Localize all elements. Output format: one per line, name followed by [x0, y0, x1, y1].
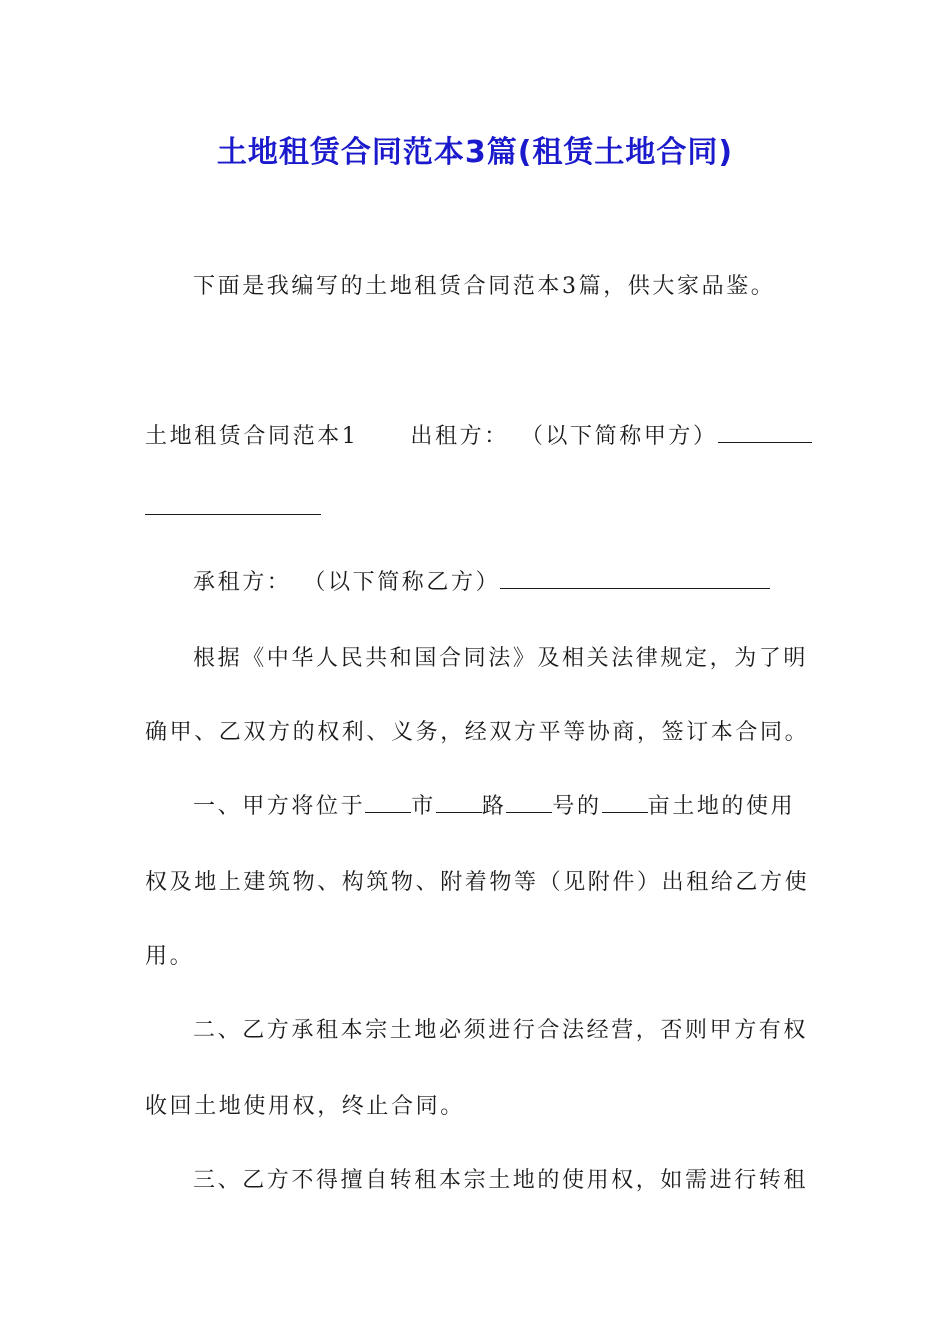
clause1-end: 亩土地的使用: [647, 794, 796, 819]
clause1-number: 号的: [552, 794, 602, 819]
clause1-city: 市: [411, 794, 436, 819]
road-blank: [436, 792, 482, 813]
clause1-road: 路: [481, 794, 507, 819]
contract1-heading: 土地租赁合同范本1: [145, 424, 359, 449]
clause1-line1: [193, 790, 853, 824]
lessee-line: [193, 566, 853, 600]
clause1-line3: 用。: [145, 944, 195, 969]
clause1-start: 一、甲方将位于: [193, 794, 366, 819]
document-title: 土地租赁合同范本3篇(租赁土地合同): [216, 135, 734, 170]
preamble-line1: 根据《中华人民共和国合同法》及相关法律规定，为了明: [193, 646, 809, 671]
number-blank: [506, 792, 552, 813]
clause1-line2: 权及地上建筑物、构筑物、附着物等（见附件）出租给乙方使: [145, 870, 810, 895]
clause2-line2: 收回土地使用权，终止合同。: [145, 1094, 465, 1119]
clause2-line1: 二、乙方承租本宗土地必须进行合法经营，否则甲方有权: [193, 1018, 809, 1043]
contract1-heading-line: [145, 420, 805, 454]
city-blank: [365, 792, 411, 813]
lessor-blank-continuation: [145, 492, 805, 526]
intro-paragraph: 下面是我编写的土地租赁合同范本3篇，供大家品鉴。: [193, 274, 776, 299]
lessee-name-blank: [500, 568, 770, 589]
lessee-label: 承租方：: [193, 570, 292, 595]
clause3-line1: 三、乙方不得擅自转租本宗土地的使用权，如需进行转租: [193, 1168, 809, 1193]
area-blank: [602, 792, 648, 813]
lessor-label: 出租方：: [410, 424, 509, 449]
lessor-note: （以下简称甲方）: [520, 424, 718, 449]
preamble-line2: 确甲、乙双方的权利、义务，经双方平等协商，签订本合同。: [145, 720, 810, 745]
lessee-note: （以下简称乙方）: [303, 570, 501, 595]
lessor-name-blank-2: [145, 494, 321, 515]
lessor-name-blank: [718, 422, 812, 443]
